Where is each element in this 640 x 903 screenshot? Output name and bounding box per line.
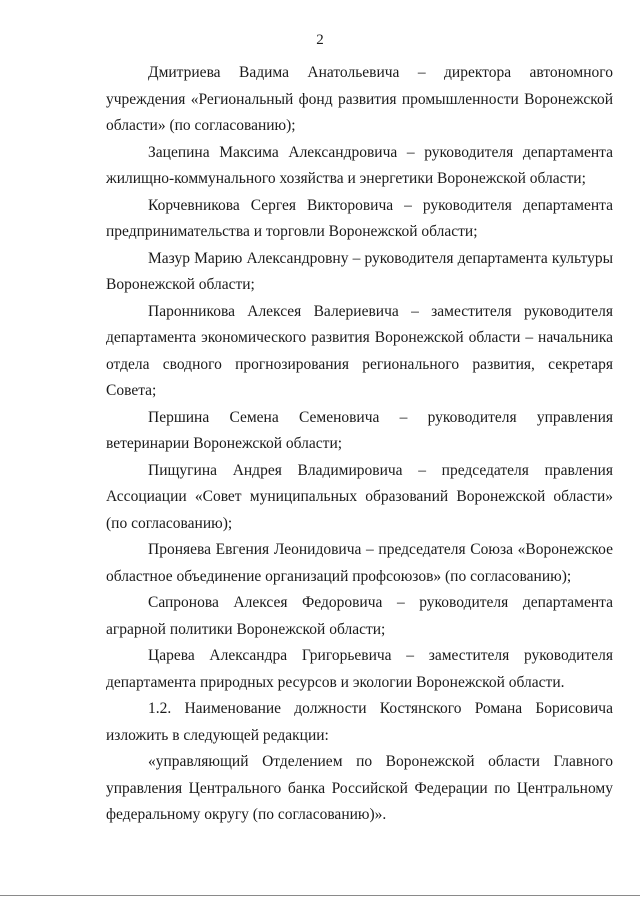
member-paragraph-dmitriev: Дмитриева Вадима Анатольевича – директора автономного учреждения «Региональный фонд развития промышленности Воронежской области» (по согласованию); [106, 64, 613, 134]
member-paragraph-tsarev: Царева Александра Григорьевича – заместителя руководителя департамента природных ресурсов и экологии Воронежской области. [106, 647, 613, 691]
member-paragraph-pershin: Першина Семена Семеновича – руководителя управления ветеринарии Воронежской области; [106, 408, 613, 452]
member-paragraph-mazur: Мазур Марию Александровну – руководителя департамента культуры Воронежской области; [106, 249, 613, 293]
member-paragraph-zatsepin: Зацепина Максима Александровича – руководителя департамента жилищно-коммунального хозяйства и энергетики Воронежской области; [106, 143, 613, 187]
section-1-2-paragraph: 1.2. Наименование должности Костянского Романа Борисовича изложить в следующей редакции: [106, 700, 613, 744]
section-1-2-quote: «управляющий Отделением по Воронежской области Главного управления Центрального банка Российской Федерации по Центральному федеральному округу (по согласованию)». [106, 753, 613, 823]
member-paragraph-pronyaev: Проняева Евгения Леонидовича – председателя Союза «Воронежское областное объединение организаций профсоюзов» (по согласованию); [106, 541, 613, 585]
page-number: 2 [316, 32, 324, 48]
member-paragraph-paronnikov: Паронникова Алексея Валериевича – заместителя руководителя департамента экономического развития Воронежской области – начальника отдела сводного прогнозирования регионального развития, секретаря Совета; [106, 302, 613, 399]
member-paragraph-sapronov: Сапронова Алексея Федоровича – руководителя департамента аграрной политики Воронежской области; [106, 594, 613, 638]
document-body [106, 60, 613, 829]
member-paragraph-korchevnikov: Корчевникова Сергея Викторовича – руководителя департамента предпринимательства и торговли Воронежской области; [106, 196, 613, 240]
member-paragraph-pishchugin: Пищугина Андрея Владимировича – председателя правления Ассоциации «Совет муниципальных образований Воронежской области» (по согласованию); [106, 461, 613, 532]
page-bottom-edge [0, 895, 640, 896]
